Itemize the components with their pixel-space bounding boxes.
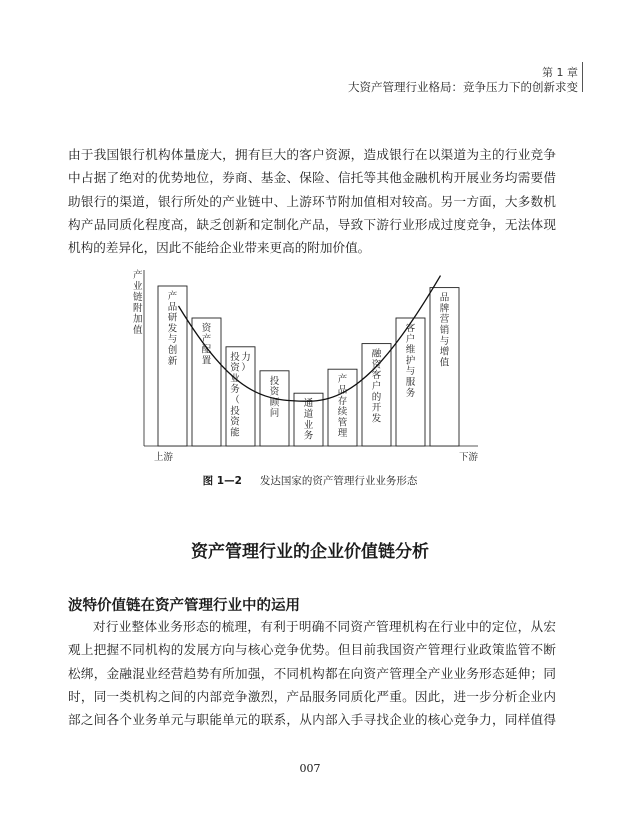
paragraph-2 (68, 615, 556, 731)
paragraph-1 (68, 143, 556, 259)
text-line: 时，同一类机构之间的内部竞争激烈，产品服务同质化严重。因此，进一步分析企业内 (68, 688, 556, 704)
bar-label-4: 投资顾问 (269, 375, 280, 420)
x-left-label: 上游 (154, 452, 174, 463)
text-line: 构产品同质化程度高，缺乏创新和定制化产品，导致下游行业形成过度竞争，无法体现 (68, 216, 556, 232)
bar-label-2: 资产配置 (201, 323, 212, 367)
text-line: 助银行的渠道，银行所处的产业链中、上游环节附加值相对较高。另一方面，大多数机 (68, 193, 556, 209)
figure-caption-text: 发达国家的资产管理行业业务形态 (259, 475, 418, 487)
page-number: 007 (299, 762, 321, 775)
header-divider (582, 62, 583, 92)
y-axis-label-text: 产业链附加值 (133, 270, 143, 336)
chapter-label: 第 1 章 (542, 66, 578, 79)
x-right-label: 下游 (458, 452, 478, 463)
bar-label-7: 融资客户的开发 (371, 348, 382, 425)
subsection-title: 波特价值链在资产管理行业中的运用 (68, 598, 300, 614)
value-chain-figure (130, 262, 490, 467)
bars-group (158, 286, 459, 446)
bar-label-6: 产品存续管理 (337, 374, 348, 440)
bar-label-3: 投资业务（投资能力） (230, 351, 251, 439)
figure-number: 图 1—2 (202, 475, 242, 487)
bar-label-5: 通道业务 (303, 398, 314, 442)
figure-caption (0, 473, 620, 488)
text-line: 松绑，金融混业经营趋势有所加强，不同机构都在向资产管理全产业业务形态延伸；同 (68, 665, 556, 681)
bar-label-8: 客户维护与服务 (405, 323, 416, 399)
section-title: 资产管理行业的企业价值链分析 (191, 542, 429, 562)
text-line: 由于我国银行机构体量庞大，拥有巨大的客户资源，造成银行在以渠道为主的行业竞争 (68, 147, 556, 162)
bar-label-1: 产品研发与创新 (167, 291, 178, 367)
text-line: 观上把握不同机构的发展方向与核心竞争优势。但目前我国资产管理行业政策监管不断 (68, 642, 556, 658)
text-line: 对行业整体业务形态的梳理，有利于明确不同资产管理机构在行业中的定位，从宏 (93, 619, 556, 634)
y-axis-label (133, 269, 143, 336)
text-line: 中占据了绝对的优势地位，券商、基金、保险、信托等其他金融机构开展业务均需要借 (68, 170, 556, 186)
text-line: 机构的差异化，因此不能给企业带来更高的附加价值。 (68, 240, 371, 256)
text-line: 部之间各个业务单元与职能单元的联系，从内部入手寻找企业的核心竞争力，同样值得 (68, 712, 556, 728)
bar-label-9: 品牌营销与增值 (439, 292, 450, 369)
chapter-title: 大资产管理行业格局：竞争压力下的创新求变 (348, 80, 578, 94)
